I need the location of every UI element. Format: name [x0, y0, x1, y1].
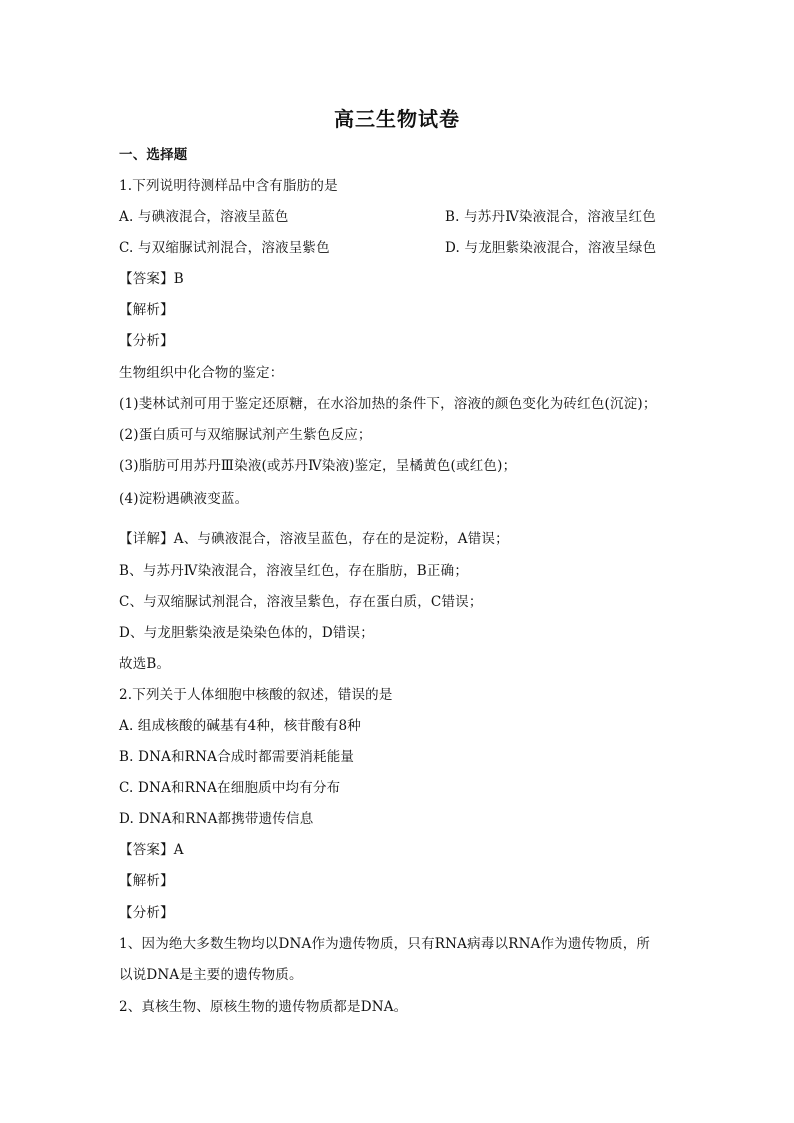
question-1-detail-line: D、与龙胆紫染液是染染色体的，D错误； [119, 625, 374, 641]
question-1-analysis-line: (4)淀粉遇碘液变蓝。 [119, 491, 249, 507]
question-2-option-d: D. DNA和RNA都携带遗传信息 [119, 811, 314, 827]
question-1-stem: 1.下列说明待测样品中含有脂肪的是 [119, 178, 338, 194]
question-1-detail-line: B、与苏丹Ⅳ染液混合，溶液呈红色，存在脂肪，B正确； [119, 563, 469, 579]
question-2-analysis-line: 以说DNA是主要的遗传物质。 [119, 967, 303, 983]
question-1-detail-line: C、与双缩脲试剂混合，溶液呈紫色，存在蛋白质，C错误； [119, 594, 483, 610]
question-2-analysis-line: 2、真核生物、原核生物的遗传物质都是DNA。 [119, 999, 408, 1015]
question-1-option-c: C. 与双缩脲试剂混合，溶液呈紫色 [119, 240, 330, 256]
question-1-answer: 【答案】B [119, 271, 184, 287]
page-title: 高三生物试卷 [334, 107, 460, 131]
question-1-option-a: A. 与碘液混合，溶液呈蓝色 [119, 209, 289, 225]
question-2-option-c: C. DNA和RNA在细胞质中均有分布 [119, 780, 341, 796]
question-1-analysis-line: (3)脂肪可用苏丹Ⅲ染液(或苏丹Ⅳ染液)鉴定，呈橘黄色(或红色)； [119, 458, 517, 474]
question-2-option-b: B. DNA和RNA合成时都需要消耗能量 [119, 749, 355, 765]
question-1-detail-line: 故选B。 [119, 656, 171, 672]
question-1-analysis-line: (2)蛋白质可与双缩脲试剂产生紫色反应； [119, 427, 372, 443]
question-1-jiexi-label: 【解析】 [119, 302, 174, 318]
question-1-option-d: D. 与龙胆紫染液混合，溶液呈绿色 [445, 240, 657, 256]
question-2-option-a: A. 组成核酸的碱基有4种，核苷酸有8种 [119, 718, 362, 734]
question-1-fenxi-label: 【分析】 [119, 333, 174, 349]
question-1-detail-line: 【详解】A、与碘液混合，溶液呈蓝色，存在的是淀粉，A错误； [119, 531, 509, 547]
question-1-option-b: B. 与苏丹Ⅳ染液混合，溶液呈红色 [445, 209, 656, 225]
section-heading: 一、选择题 [119, 147, 188, 163]
question-2-jiexi-label: 【解析】 [119, 873, 174, 889]
question-1-analysis-line: (1)斐林试剂可用于鉴定还原糖，在水浴加热的条件下，溶液的颜色变化为砖红色(沉淀)； [119, 396, 657, 412]
question-2-stem: 2.下列关于人体细胞中核酸的叙述，错误的是 [119, 687, 393, 703]
question-2-analysis-line: 1、因为绝大多数生物均以DNA作为遗传物质，只有RNA病毒以RNA作为遗传物质，所 [119, 936, 651, 952]
question-2-answer: 【答案】A [119, 842, 184, 858]
question-1-analysis-line: 生物组织中化合物的鉴定： [119, 365, 284, 381]
question-2-fenxi-label: 【分析】 [119, 905, 174, 921]
